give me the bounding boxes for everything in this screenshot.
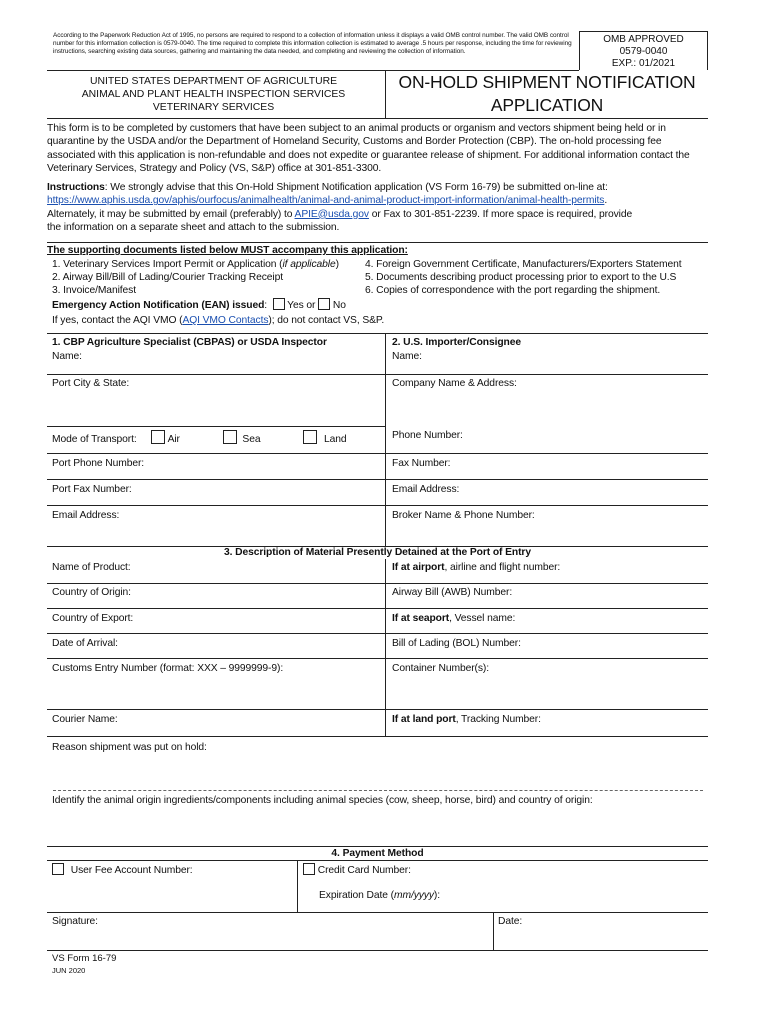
form-date: JUN 2020 xyxy=(52,966,86,975)
intro-text: This form is to be completed by customers that have been subject to an animal products or organism and vectors shipment being held or in quarantine by the USDA and/or the Department of Homeland Security, Customs and Border Protection (CBP). The on-hold processing fee associated with this application is non-refundable and does not expedite or guarantee release of shipment. For additional information contact the Veterinary Services, Strategy and Policy (VS, S&P) office at 301-851-3300. xyxy=(47,123,690,174)
section-1-heading: 1. CBP Agriculture Specialist (CBPAS) or USDA Inspector xyxy=(52,337,327,348)
form-title-line-2: APPLICATION xyxy=(490,95,604,115)
permits-url-link[interactable]: https://www.aphis.usda.gov/aphis/ourfocus/animalhealth/animal-and-animal-product-import-information/animal-health-permits xyxy=(47,195,605,207)
form-title xyxy=(386,71,708,117)
importer-phone-field[interactable]: Phone Number: xyxy=(392,430,463,441)
instructions-text-3: or Fax to 301-851-2239. If more space is required, provide xyxy=(368,208,633,220)
form-number: VS Form 16-79 xyxy=(52,953,117,964)
air-label: Air xyxy=(167,434,180,445)
credit-card-label: Credit Card Number: xyxy=(317,865,411,876)
agency-block xyxy=(47,75,380,114)
product-name-field[interactable]: Name of Product: xyxy=(52,562,131,573)
instructions-text-4: the information on a separate sheet and attach to the submission. xyxy=(47,221,340,233)
instructions xyxy=(47,181,709,234)
signature-field[interactable]: Signature: xyxy=(52,916,98,927)
seaport-vessel-field[interactable]: If at seaport, Vessel name: xyxy=(392,613,516,624)
credit-card-row xyxy=(303,863,411,876)
credit-card-checkbox[interactable] xyxy=(303,863,315,875)
importer-email-field[interactable]: Email Address: xyxy=(392,484,460,495)
user-fee-row xyxy=(52,863,193,876)
landport-tracking-field[interactable]: If at land port, Tracking Number: xyxy=(392,714,541,725)
instructions-text-1: : We strongly advise that this On-Hold Shipment Notification application (VS Form 16-79) be submitted on-line at: xyxy=(104,182,608,193)
land-checkbox[interactable] xyxy=(303,430,317,444)
instructions-url-end: . xyxy=(604,195,608,207)
ean-yes-label: Yes or xyxy=(287,300,316,311)
ean-row: Emergency Action Notification (EAN) issued: Yes or No xyxy=(52,300,346,311)
aqi-contact-row: If yes, contact the AQI VMO (AQI VMO Contacts); do not contact VS, S&P. xyxy=(52,315,385,326)
date-of-arrival-field[interactable]: Date of Arrival: xyxy=(52,638,118,649)
docs-heading: The supporting documents listed below MUST accompany this application: xyxy=(47,245,408,256)
cbpas-email-field[interactable]: Email Address: xyxy=(52,510,120,521)
mode-of-transport-row xyxy=(52,430,347,445)
land-label: Land xyxy=(323,434,347,445)
ean-no-label: No xyxy=(332,300,346,311)
date-field[interactable]: Date: xyxy=(498,916,523,927)
ean-yes-checkbox[interactable] xyxy=(273,298,285,310)
ean-no-checkbox[interactable] xyxy=(318,298,330,310)
agency-line-2: ANIMAL AND PLANT HEALTH INSPECTION SERVICES xyxy=(81,89,346,100)
doc-item-3: 3. Invoice/Manifest xyxy=(52,285,136,296)
apie-email-link[interactable]: APIE@usda.gov xyxy=(294,208,369,220)
ean-label: Emergency Action Notification (EAN) issued xyxy=(52,300,265,311)
paperwork-notice: According to the Paperwork Reduction Act of 1995, no persons are required to respond to a collection of information unless it displays a valid OMB control number. The valid OMB control number for this information collection is 0579-0040. The time required to complete this information collection is estimated to average .5 hours per response, including the time for reviewing instructions, searching existing data sources, gathering and maintaining the data needed, and completing and reviewing the collection of information. xyxy=(53,32,572,56)
doc-item-4: 4. Foreign Government Certificate, Manufacturers/Exporters Statement xyxy=(365,259,682,270)
port-fax-field[interactable]: Port Fax Number: xyxy=(52,484,132,495)
bol-number-field[interactable]: Bill of Lading (BOL) Number: xyxy=(392,638,521,649)
omb-box xyxy=(580,34,707,70)
customs-entry-number-field[interactable]: Customs Entry Number (format: XXX – 9999999-9): xyxy=(52,663,284,674)
section-4-heading: 4. Payment Method xyxy=(331,848,424,859)
agency-line-3: VETERINARY SERVICES xyxy=(152,102,275,113)
sea-label: Sea xyxy=(242,434,261,445)
importer-fax-field[interactable]: Fax Number: xyxy=(392,458,451,469)
hold-reason-field[interactable]: Reason shipment was put on hold: xyxy=(52,742,207,753)
expiration-date-field[interactable]: Expiration Date (mm/yyyy): xyxy=(319,890,441,901)
container-numbers-field[interactable]: Container Number(s): xyxy=(392,663,489,674)
omb-expiration: EXP.: 01/2021 xyxy=(611,58,676,69)
doc-item-6: 6. Copies of correspondence with the port regarding the shipment. xyxy=(365,285,661,296)
awb-number-field[interactable]: Airway Bill (AWB) Number: xyxy=(392,587,513,598)
doc-item-1: 1. Veterinary Services Import Permit or Application (if applicable) xyxy=(52,259,339,270)
importer-name-field[interactable]: Name: xyxy=(392,351,422,362)
courier-name-field[interactable]: Courier Name: xyxy=(52,714,118,725)
omb-approved: OMB APPROVED xyxy=(603,34,684,45)
user-fee-label: User Fee Account Number: xyxy=(70,865,193,876)
port-phone-field[interactable]: Port Phone Number: xyxy=(52,458,145,469)
hold-reason-line xyxy=(53,790,703,791)
ingredients-field[interactable]: Identify the animal origin ingredients/components including animal species (cow, sheep, horse, bird) and country of origin: xyxy=(52,795,593,806)
port-city-state-field[interactable]: Port City & State: xyxy=(52,378,130,389)
section-2-heading: 2. U.S. Importer/Consignee xyxy=(392,337,521,348)
doc-item-5: 5. Documents describing product processing prior to export to the U.S xyxy=(365,272,677,283)
air-checkbox[interactable] xyxy=(151,430,165,444)
instructions-label: Instructions xyxy=(47,182,105,193)
country-of-origin-field[interactable]: Country of Origin: xyxy=(52,587,131,598)
company-name-address-field[interactable]: Company Name & Address: xyxy=(392,378,517,389)
aqi-vmo-contacts-link[interactable]: AQI VMO Contacts xyxy=(182,315,269,326)
cbpas-name-field[interactable]: Name: xyxy=(52,351,82,362)
sea-checkbox[interactable] xyxy=(223,430,237,444)
country-of-export-field[interactable]: Country of Export: xyxy=(52,613,134,624)
instructions-text-2: Alternately, it may be submitted by email (preferably) to xyxy=(47,208,295,220)
section-3-heading: 3. Description of Material Presently Detained at the Port of Entry xyxy=(224,547,531,558)
omb-number: 0579-0040 xyxy=(619,46,668,57)
broker-name-phone-field[interactable]: Broker Name & Phone Number: xyxy=(392,510,535,521)
doc-item-2: 2. Airway Bill/Bill of Lading/Courier Tracking Receipt xyxy=(52,272,283,283)
agency-line-1: UNITED STATES DEPARTMENT OF AGRICULTURE xyxy=(89,76,338,87)
form-title-line-1: ON-HOLD SHIPMENT NOTIFICATION xyxy=(398,72,696,92)
mode-of-transport-label: Mode of Transport: xyxy=(52,434,137,445)
user-fee-checkbox[interactable] xyxy=(52,863,64,875)
airport-flight-field[interactable]: If at airport, airline and flight number: xyxy=(392,562,561,573)
